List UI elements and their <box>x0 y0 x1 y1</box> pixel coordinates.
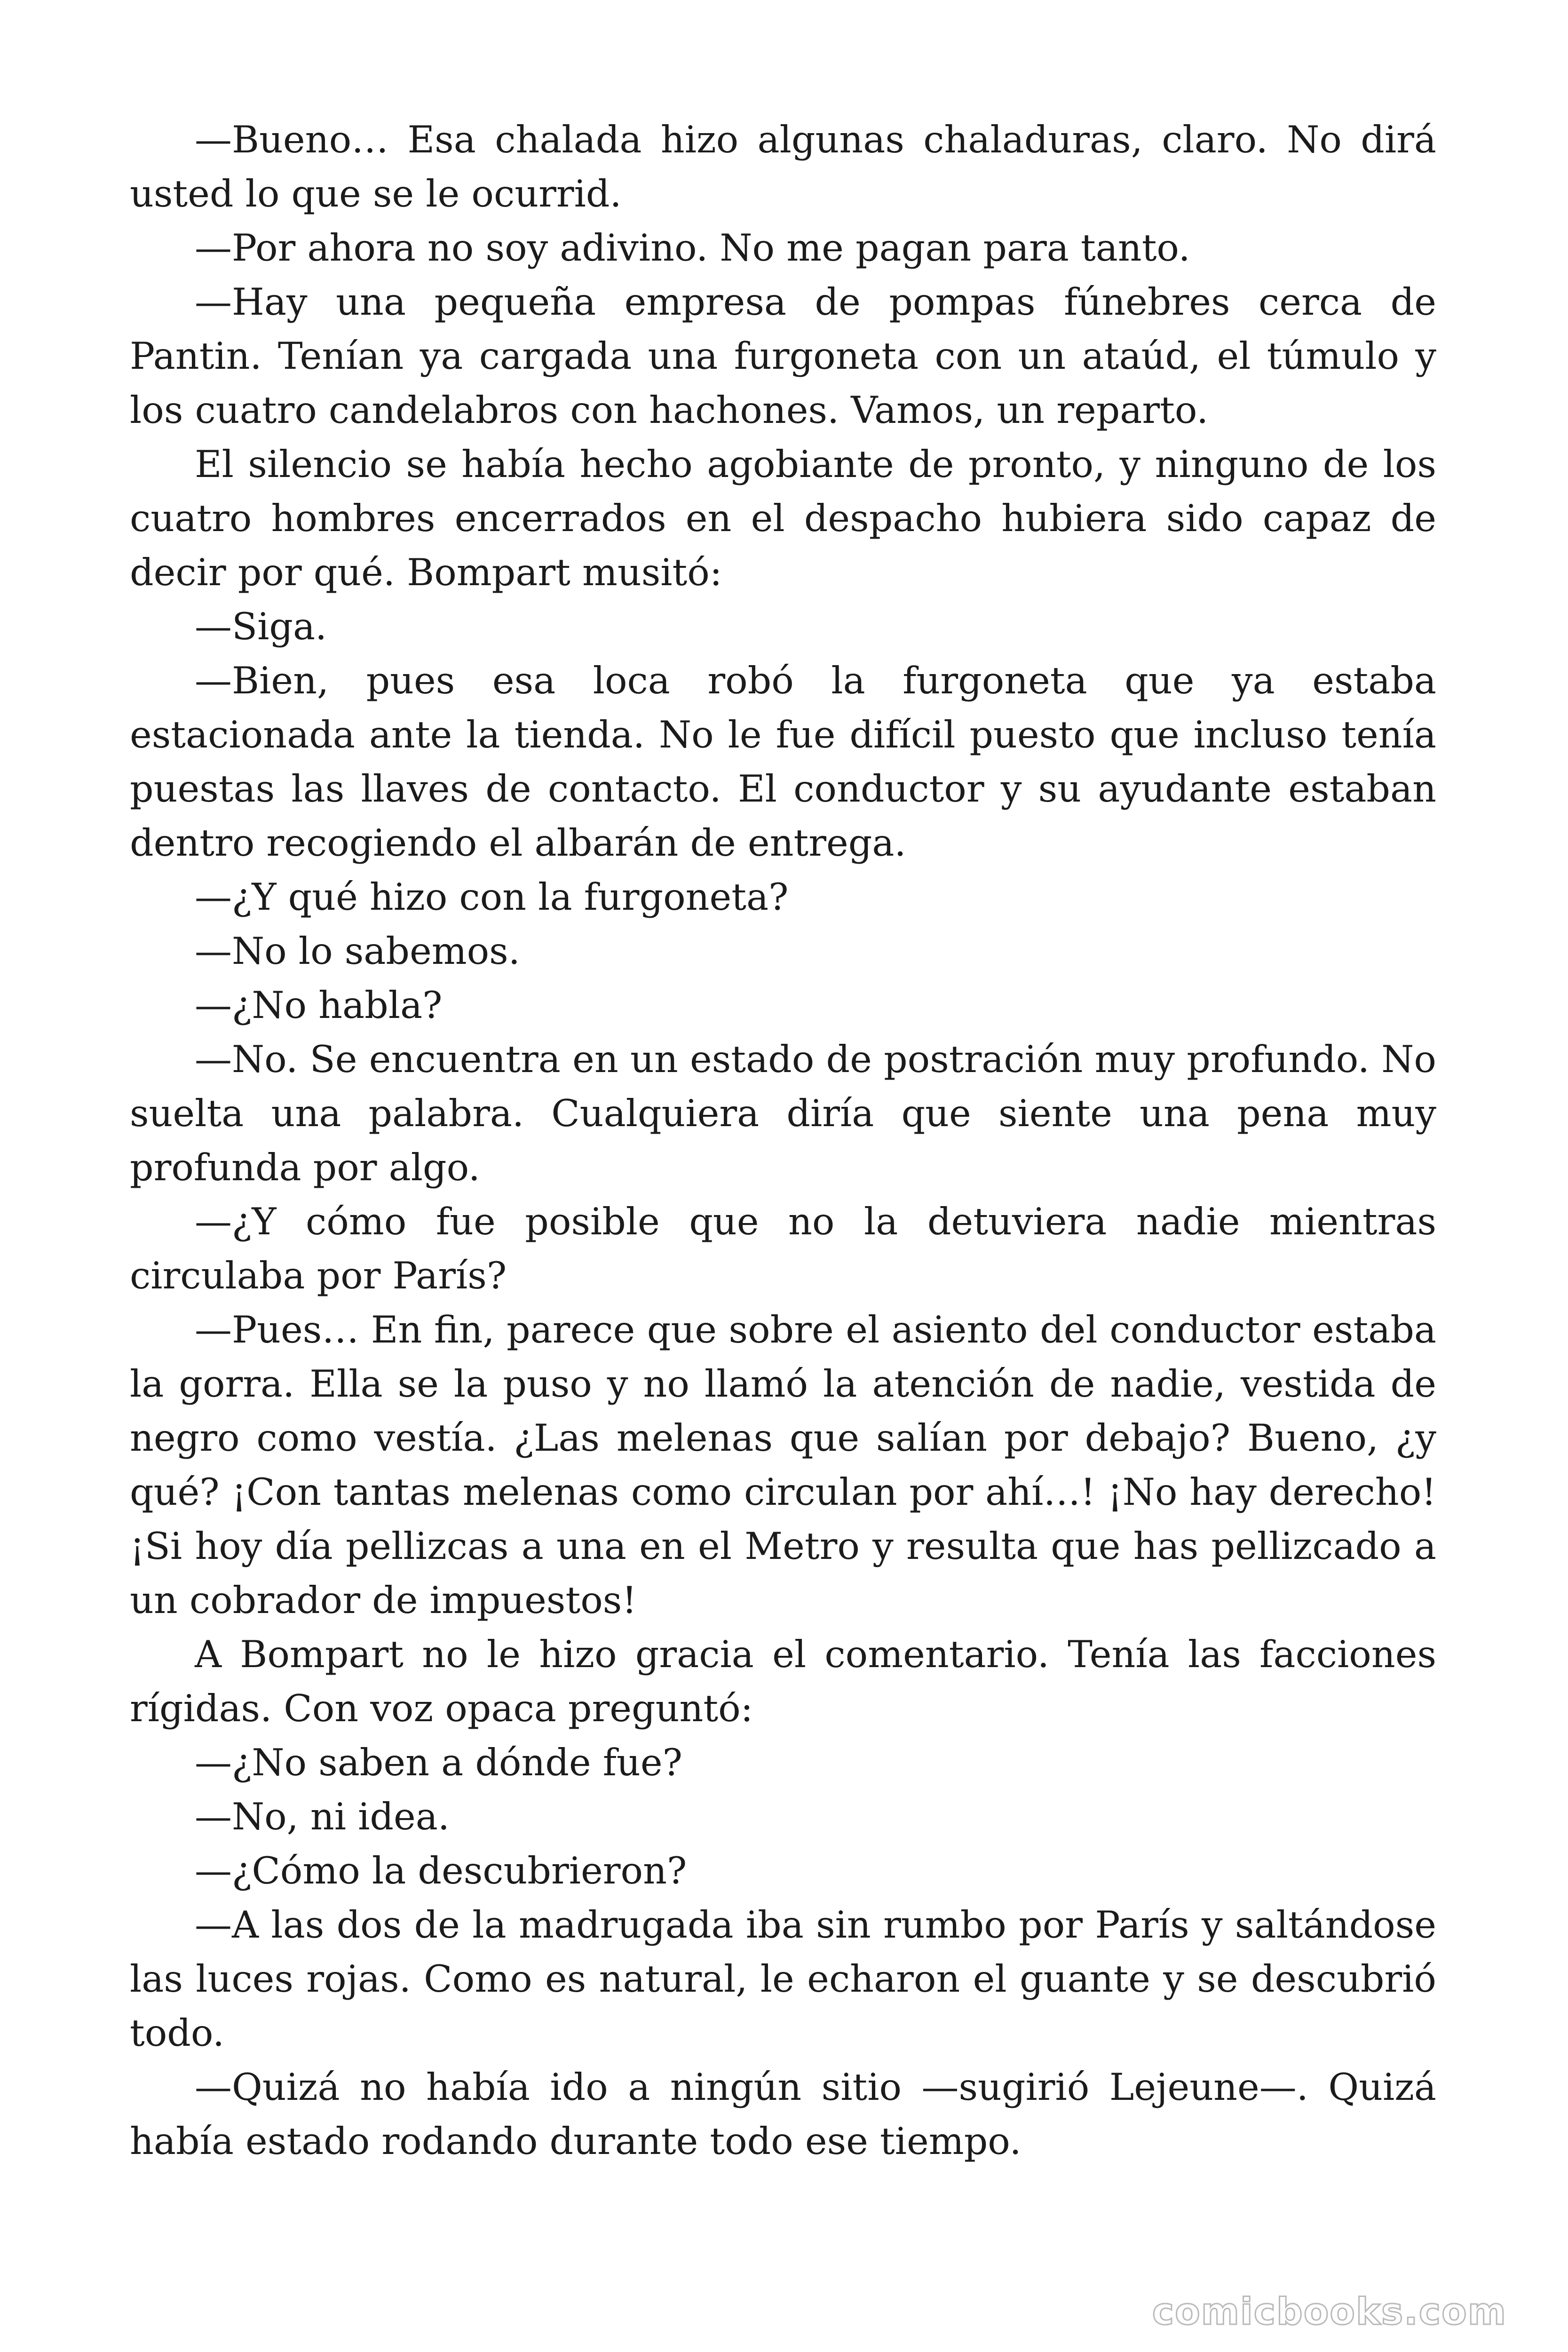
paragraph: —No, ni idea. <box>195 1795 450 1838</box>
paragraph: —Hay una pequeña empresa de pompas fúnebres cerca de Pantin. Tenían ya cargada una furgoneta con un ataúd, el túmulo y los cuatro candelabros con hachones. Vamos, un reparto. <box>130 280 1436 432</box>
paragraph: —¿Y qué hizo con la furgoneta? <box>195 875 789 919</box>
paragraph: —¿No saben a dónde fue? <box>195 1741 682 1784</box>
paragraph: —Siga. <box>195 605 327 648</box>
paragraph: —Bueno… Esa chalada hizo algunas chaladuras, claro. No dirá usted lo que se le ocurrid. <box>130 118 1436 215</box>
paragraph: —¿Y cómo fue posible que no la detuviera nadie mientras circulaba por París? <box>130 1200 1436 1297</box>
paragraph: El silencio se había hecho agobiante de pronto, y ninguno de los cuatro hombres encerrados en el despacho hubiera sido capaz de decir por qué. Bompart musitó: <box>130 443 1436 594</box>
paragraph: —Por ahora no soy adivino. No me pagan para tanto. <box>195 226 1190 270</box>
paragraph: —Quizá no había ido a ningún sitio —sugirió Lejeune—. Quizá había estado rodando durante todo ese tiempo. <box>130 2066 1436 2163</box>
paragraph: —A las dos de la madrugada iba sin rumbo por París y saltándose las luces rojas. Como es natural, le echaron el guante y se descubrió todo. <box>130 1903 1436 2055</box>
watermark: comicbooks.com <box>1152 2291 1507 2333</box>
paragraph: —No. Se encuentra en un estado de postración muy profundo. No suelta una palabra. Cualquiera diría que siente una pena muy profunda por algo. <box>130 1038 1436 1189</box>
paragraph: —¿Cómo la descubrieron? <box>195 1849 687 1892</box>
paragraph: —Pues… En fin, parece que sobre el asiento del conductor estaba la gorra. Ella se la puso y no llamó la atención de nadie, vestida de negro como vestía. ¿Las melenas que salían por debajo? Bueno, ¿y qué? ¡Con tantas melenas como circulan por ahí…! ¡No hay derecho! ¡Si hoy día pellizcas a una en el Metro y resulta que has pellizcado a un cobrador de impuestos! <box>130 1308 1436 1622</box>
paragraph: —Bien, pues esa loca robó la furgoneta que ya estaba estacionada ante la tienda. No le fue difícil puesto que incluso tenía puestas las llaves de contacto. El conductor y su ayudante estaban dentro recogiendo el albarán de entrega. <box>130 659 1436 865</box>
paragraph: A Bompart no le hizo gracia el comentario. Tenía las facciones rígidas. Con voz opaca preguntó: <box>130 1633 1436 1730</box>
paragraph: —¿No habla? <box>195 984 443 1027</box>
page-text <box>130 113 1436 2169</box>
paragraph: —No lo sabemos. <box>195 930 520 973</box>
